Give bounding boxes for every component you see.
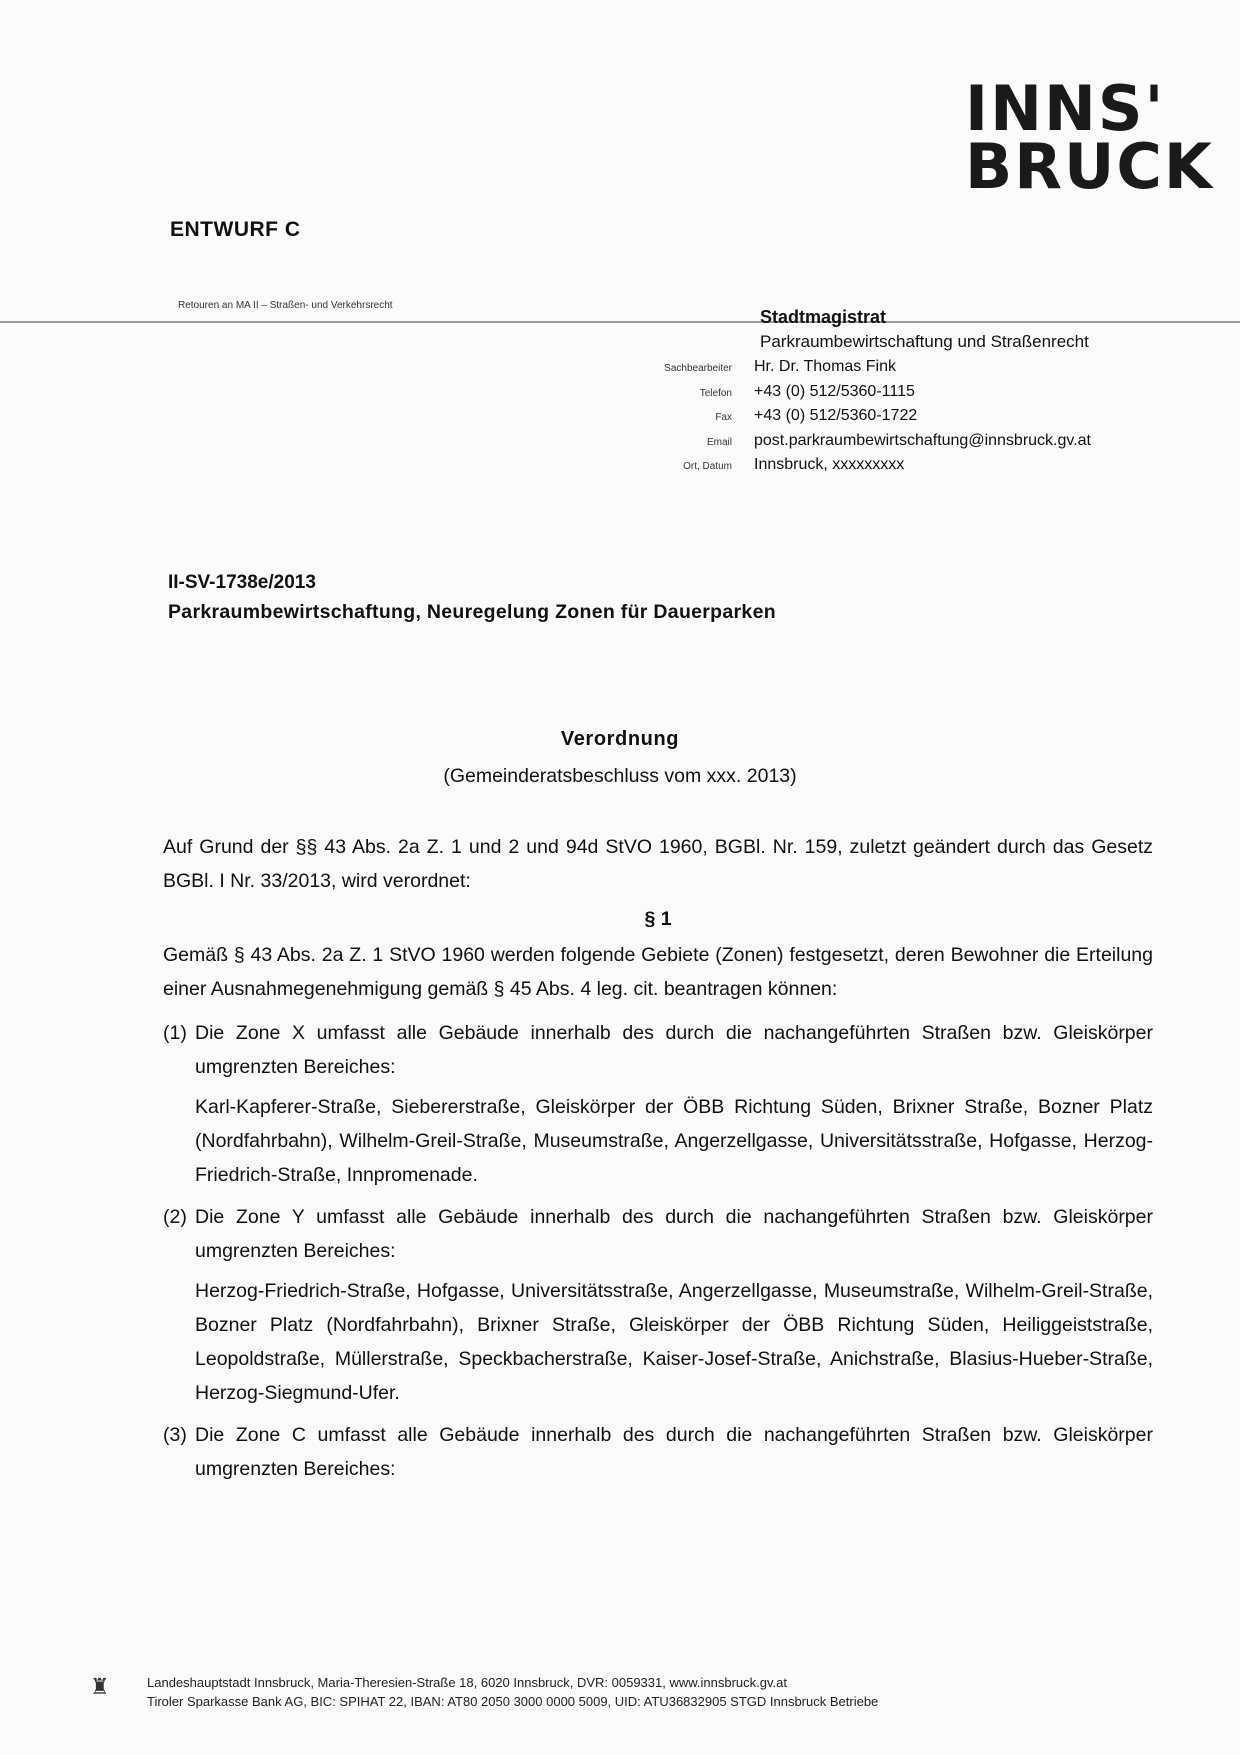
contact-label: Sachbearbeiter [664,363,732,374]
decree-subtitle: (Gemeinderatsbeschluss vom xxx. 2013) [443,765,797,787]
contact-row [600,407,1200,432]
decree-body [163,830,1153,1486]
section-text: Gemäß § 43 Abs. 2a Z. 1 StVO 1960 werden folgende Gebiete (Zonen) festgesetzt, deren Bewohner die Erteilung einer Ausnahmegenehmigung gemäß § 45 Abs. 4 leg. cit. beantragen können: [163,944,1153,1000]
zone-item [163,1418,1153,1486]
draft-title: ENTWURF C [170,218,301,241]
sender-block [760,307,1089,355]
contact-row [600,358,1200,383]
innsbruck-logo [965,72,1214,203]
zone-description: Die Zone Y umfasst alle Gebäude innerhalb des durch die nachangeführten Straßen bzw. Gleiskörper umgrenzten Bereiches: [195,1206,1153,1262]
sender-department: Parkraumbewirtschaftung und Straßenrecht [760,332,1089,351]
contact-label: Fax [715,412,732,423]
zone-streets: Herzog-Friedrich-Straße, Hofgasse, Universitätsstraße, Angerzellgasse, Museumstraße, Wilhelm-Greil-Straße, Bozner Platz (Nordfahrbahn), Brixner Straße, Gleiskörper der ÖBB Richtung Süden, Heiliggeiststraße, Leopoldstraße, Müllerstraße, Speckbacherstraße, Kaiser-Josef-Straße, Anichstraße, Blasius-Hueber-Straße, Herzog-Siegmund-Ufer. [195,1280,1153,1404]
contact-value: post.parkraumbewirtschaftung@innsbruck.gv.at [754,431,1091,449]
zone-item [163,1200,1153,1410]
zone-number: (3) [163,1424,187,1446]
zone-number: (2) [163,1206,187,1228]
section-heading: § 1 [644,908,672,930]
zone-number: (1) [163,1022,187,1044]
zone-description: Die Zone X umfasst alle Gebäude innerhalb des durch die nachangeführten Straßen bzw. Gleiskörper umgrenzten Bereiches: [195,1022,1153,1078]
contact-value: +43 (0) 512/5360-1722 [754,407,918,424]
footer-line-2: Tiroler Sparkasse Bank AG, BIC: SPIHAT 22, IBAN: AT80 2050 3000 0000 5009, UID: ATU36832905 STGD Innsbruck Betriebe [147,1694,879,1709]
decree-intro: Auf Grund der §§ 43 Abs. 2a Z. 1 und 2 und 94d StVO 1960, BGBl. Nr. 159, zuletzt geändert durch das Gesetz BGBl. I Nr. 33/2013, wird verordnet: [163,836,1153,892]
contact-value: +43 (0) 512/5360-1115 [754,382,915,400]
logo-line-1: INNS' [965,72,1166,145]
footer-line-1: Landeshauptstadt Innsbruck, Maria-Theresien-Straße 18, 6020 Innsbruck, DVR: 0059331, www.innsbruck.gv.at [147,1675,787,1690]
return-address: Retouren an MA II – Straßen- und Verkehrsrecht [178,300,393,311]
contact-row [600,456,1200,481]
footer-text [147,1673,878,1711]
sender-office: Stadtmagistrat [760,307,887,327]
city-crest-icon: ♜ [90,1675,110,1700]
contact-label: Ort, Datum [683,461,732,472]
zone-item [163,1016,1153,1192]
zone-content [195,1418,1153,1486]
contact-details [600,358,1200,481]
contact-value: Innsbruck, xxxxxxxxx [754,456,905,473]
zone-content [195,1200,1153,1410]
contact-label: Email [706,436,732,448]
logo-line-2: BRUCK [965,130,1214,203]
contact-label: Telefon [699,387,732,399]
contact-value: Hr. Dr. Thomas Fink [754,358,896,375]
reference-subject: Parkraumbewirtschaftung, Neuregelung Zonen für Dauerparken [168,601,776,623]
zone-description: Die Zone C umfasst alle Gebäude innerhalb des durch die nachangeführten Straßen bzw. Gleiskörper umgrenzten Bereiches: [195,1424,1153,1480]
contact-row [600,432,1200,457]
reference-number: II-SV-1738e/2013 [168,572,316,593]
zone-content [195,1016,1153,1192]
decree-title: Verordnung [560,728,680,750]
zone-streets: Karl-Kapferer-Straße, Siebererstraße, Gleiskörper der ÖBB Richtung Süden, Brixner Straße, Bozner Platz (Nordfahrbahn), Wilhelm-Greil-Straße, Museumstraße, Angerzellgasse, Universitätsstraße, Hofgasse, Herzog-Friedrich-Straße, Innpromenade. [195,1096,1153,1186]
contact-row [600,383,1200,408]
